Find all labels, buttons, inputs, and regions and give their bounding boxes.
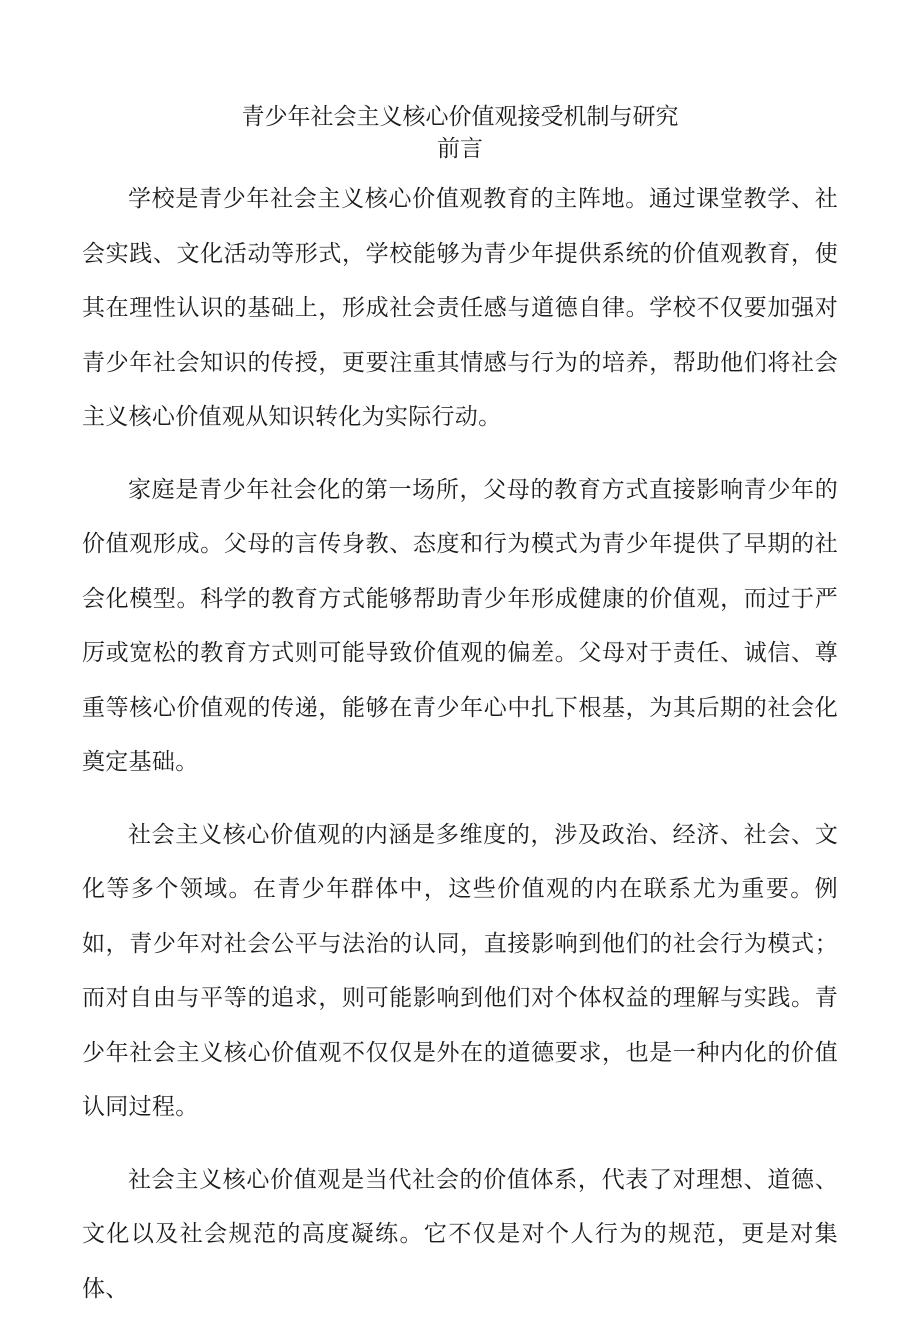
document-page [82, 100, 838, 1334]
document-title: 青少年社会主义核心价值观接受机制与研究 [241, 104, 679, 130]
paragraph: 社会主义核心价值观的内涵是多维度的，涉及政治、经济、社会、文化等多个领域。在青少年群体中，这些价值观的内在联系尤为重要。例如，青少年对社会公平与法治的认同，直接影响到他们的社会行为模式；而对自由与平等的追求，则可能影响到他们对个体权益的理解与实践。青少年社会主义核心价值观不仅仅是外在的道德要求，也是一种内化的价值认同过程。 [82, 821, 838, 1120]
section-heading: 前言 [437, 136, 483, 162]
paragraph: 学校是青少年社会主义核心价值观教育的主阵地。通过课堂教学、社会实践、文化活动等形式，学校能够为青少年提供系统的价值观教育，使其在理性认识的基础上，形成社会责任感与道德自律。学校不仅要加强对青少年社会知识的传授，更要注重其情感与行为的培养，帮助他们将社会主义核心价值观从知识转化为实际行动。 [82, 186, 838, 430]
paragraph: 家庭是青少年社会化的第一场所，父母的教育方式直接影响青少年的价值观形成。父母的言传身教、态度和行为模式为青少年提供了早期的社会化模型。科学的教育方式能够帮助青少年形成健康的价值观，而过于严厉或宽松的教育方式则可能导致价值观的偏差。父母对于责任、诚信、尊重等核心价值观的传递，能够在青少年心中扎下根基，为其后期的社会化奠定基础。 [82, 476, 838, 775]
paragraph: 社会主义核心价值观是当代社会的价值体系，代表了对理想、道德、文化以及社会规范的高度凝练。它不仅是对个人行为的规范，更是对集体、 [82, 1166, 838, 1302]
